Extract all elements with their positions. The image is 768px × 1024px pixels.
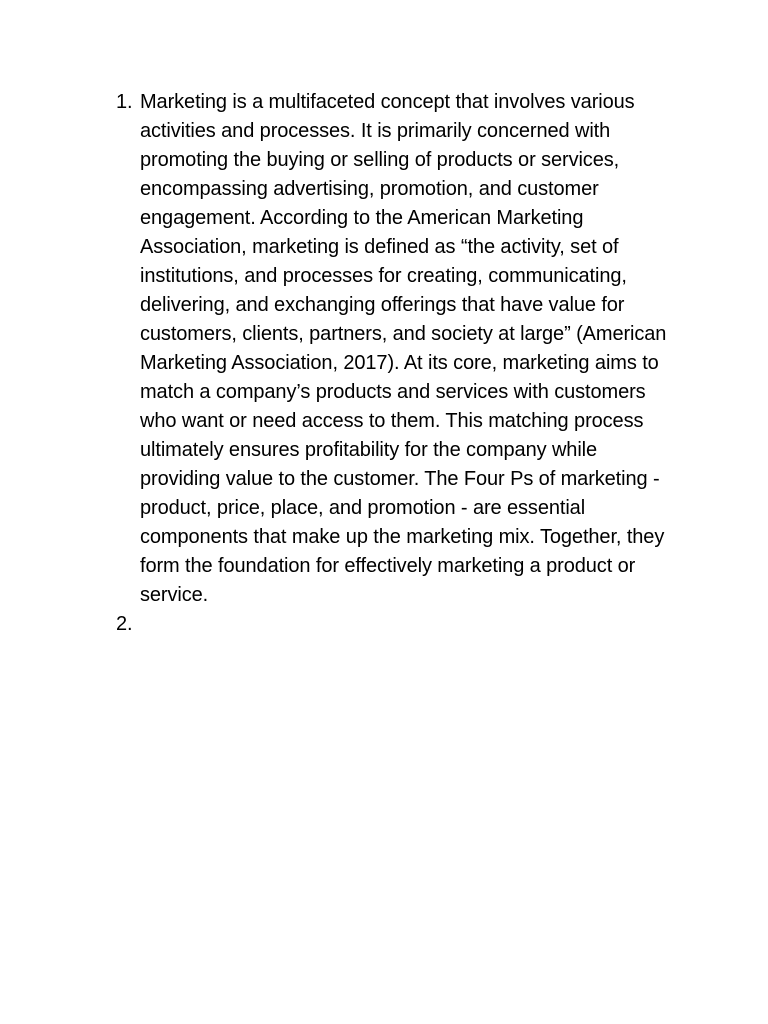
- list-number: 1.: [116, 91, 133, 113]
- empty-list-item-text[interactable]: [140, 610, 676, 639]
- numbered-list: [116, 88, 676, 639]
- list-item-text[interactable]: Marketing is a multifaceted concept that involves various activities and processes. It is primarily concerned with promoting the buying or selling of products or services, encompassing advertising, promotion, and customer engagement. According to the American Marketing Association, marketing is defined as “the activity, set of institutions, and processes for creating, communicating, delivering, and exchanging offerings that have value for customers, clients, partners, and society at large” (American Marketing Association, 2017). At its core, marketing aims to match a company’s products and services with customers who want or need access to them. This matching process ultimately ensures profitability for the company while providing value to the customer. The Four Ps of marketing - product, price, place, and promotion - are essential components that make up the marketing mix. Together, they form the foundation for effectively marketing a product or service.: [140, 91, 667, 606]
- list-item[interactable]: [116, 610, 676, 639]
- list-number: 2.: [116, 613, 133, 635]
- list-item[interactable]: [116, 88, 676, 610]
